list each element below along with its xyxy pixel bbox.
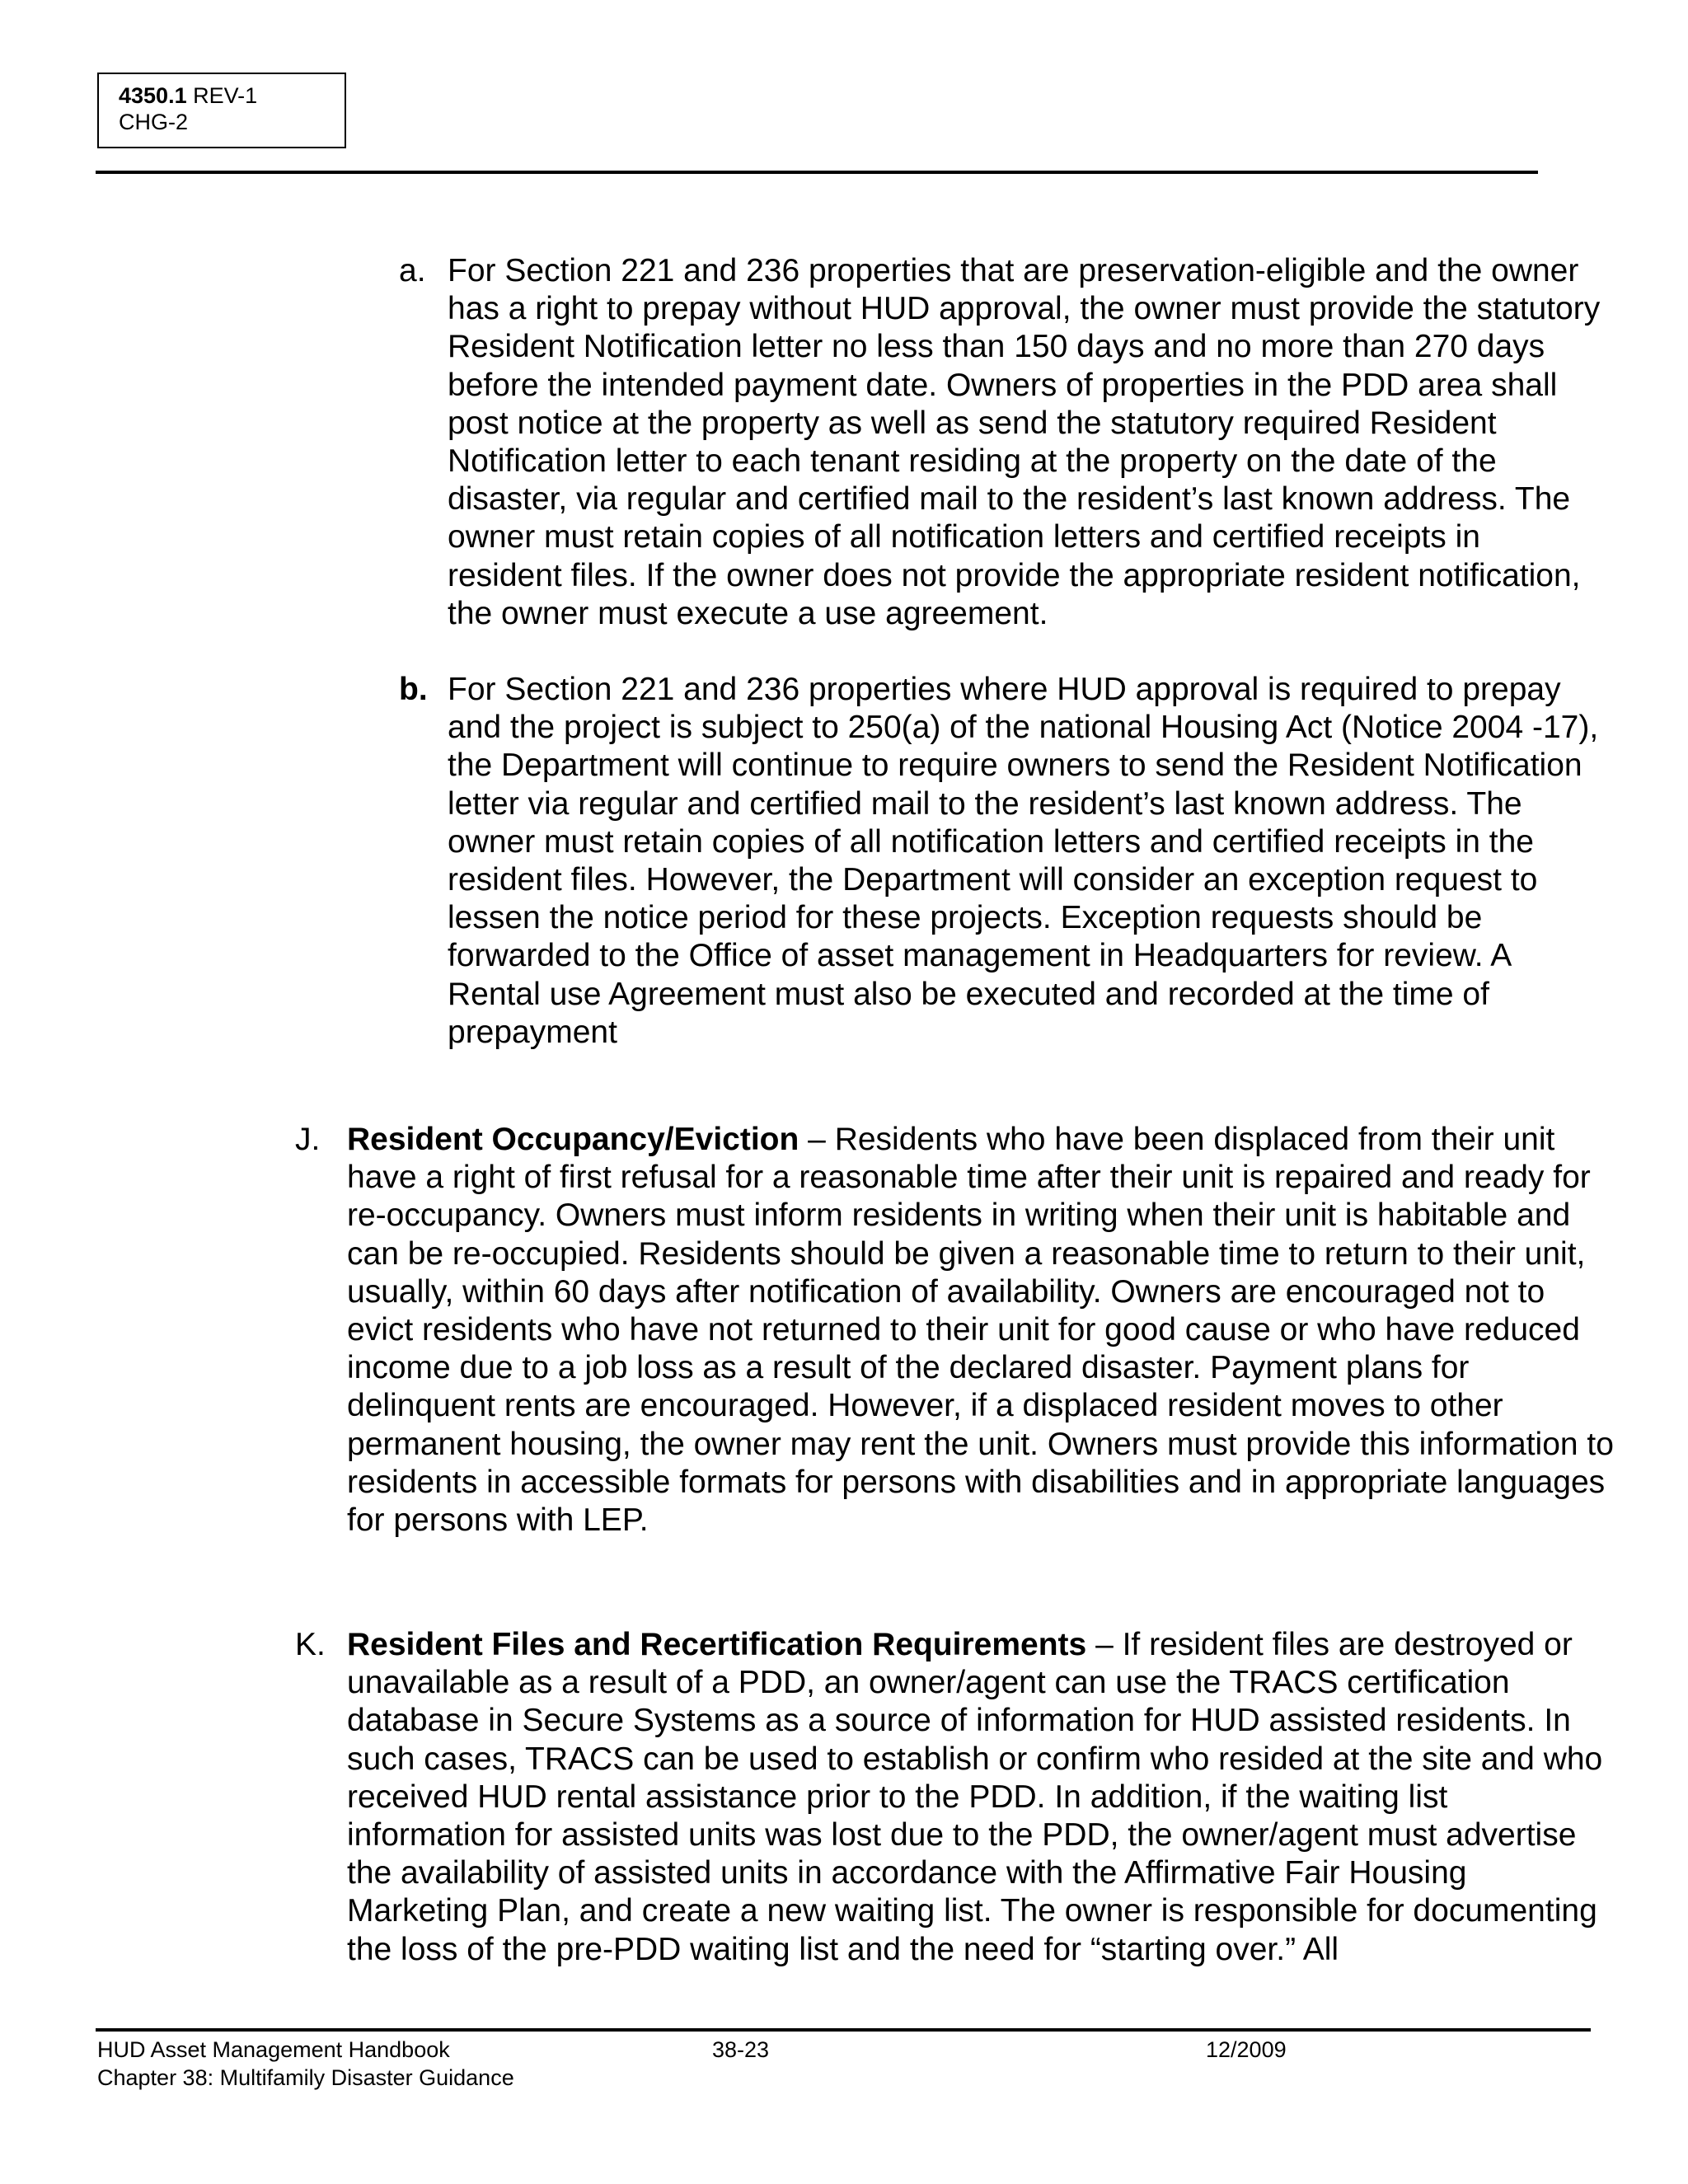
footer-page-number: 38-23: [712, 2037, 770, 2062]
footer-chapter: Chapter 38: Multifamily Disaster Guidance: [97, 2065, 514, 2090]
section-k: [295, 1626, 1614, 1969]
doc-number: 4350.1: [119, 83, 187, 108]
subsection-b: [399, 671, 1602, 1052]
section-k-paragraph: [347, 1626, 1614, 1969]
section-k-heading: Resident Files and Recertification Requirements: [347, 1627, 1087, 1662]
section-j-paragraph: [347, 1121, 1614, 1540]
subsection-a-text: For Section 221 and 236 properties that are preservation-eligible and the owner has a right to prepay without HUD approval, the owner must provide the statutory Resident Notification letter no less than 150 days and no more than 270 days before the intended payment date. Owners of properties in the PDD area shall post notice at the property as well as send the statutory required Resident Notification letter to each tenant residing at the property on the date of the disaster, via regular and certified mail to the resident’s last known address. The owner must retain copies of all notification letters and certified receipts in resident files. If the owner does not provide the appropriate resident notification, the owner must execute a use agreement.: [448, 253, 1601, 631]
footer-title: HUD Asset Management Handbook: [97, 2037, 450, 2062]
section-j-text: – Residents who have been displaced from their unit have a right of first refusal for a reasonable time after their unit is repaired and ready for re-occupancy. Owners must inform residents in writing when their unit is habitable and can be re-occupied. Residents should be given a reasonable time to return to their unit, usually, within 60 days after notification of availability. Owners are encouraged not to evict residents who have not returned to their unit for good cause or who have reduced income due to a job loss as a result of the declared disaster. Payment plans for delinquent rents are encouraged. However, if a displaced resident moves to other permanent housing, the owner may rent the unit. Owners must provide this information to residents in accessible formats for persons with disabilities and in appropriate languages for persons with LEP.: [347, 1122, 1614, 1539]
footer-rule: [96, 2028, 1591, 2032]
section-j: [295, 1121, 1614, 1540]
doc-revision: REV-1: [186, 83, 258, 108]
subsection-b-text: For Section 221 and 236 properties where HUD approval is required to prepay and the project is subject to 250(a) of the national Housing Act (Notice 2004 -17), the Department will continue to require owners to send the Resident Notification letter via regular and certified mail to the resident’s last known address. The owner must retain copies of all notification letters and certified receipts in the resident files. However, the Department will consider an exception request to lessen the notice period for these projects. Exception requests should be forwarded to the Office of asset management in Headquarters for review. A Rental use Agreement must also be executed and recorded at the time of prepayment: [448, 672, 1599, 1050]
footer-date: 12/2009: [1206, 2037, 1287, 2062]
section-k-marker: K.: [295, 1627, 326, 1662]
doc-number-line: [119, 82, 345, 109]
document-number-box: [97, 73, 346, 148]
subsection-b-marker: b.: [399, 672, 428, 707]
header-rule: [96, 171, 1538, 174]
subsection-a: [399, 252, 1602, 633]
subsection-a-marker: a.: [399, 253, 426, 288]
doc-change: CHG-2: [119, 110, 189, 134]
section-k-text: – If resident files are destroyed or unavailable as a result of a PDD, an owner/agent can use the TRACS certification database in Secure Systems as a source of information for HUD assisted residents. In such cases, TRACS can be used to establish or confirm who resided at the site and who received HUD rental assistance prior to the PDD. In addition, if the waiting list information for assisted units was lost due to the PDD, the owner/agent must advertise the availability of assisted units in accordance with the Affirmative Fair Housing Marketing Plan, and create a new waiting list. The owner is responsible for documenting the loss of the pre-PDD waiting list and the need for “starting over.” All: [347, 1627, 1603, 1967]
section-j-heading: Resident Occupancy/Eviction: [347, 1122, 799, 1157]
section-j-marker: J.: [295, 1122, 321, 1157]
